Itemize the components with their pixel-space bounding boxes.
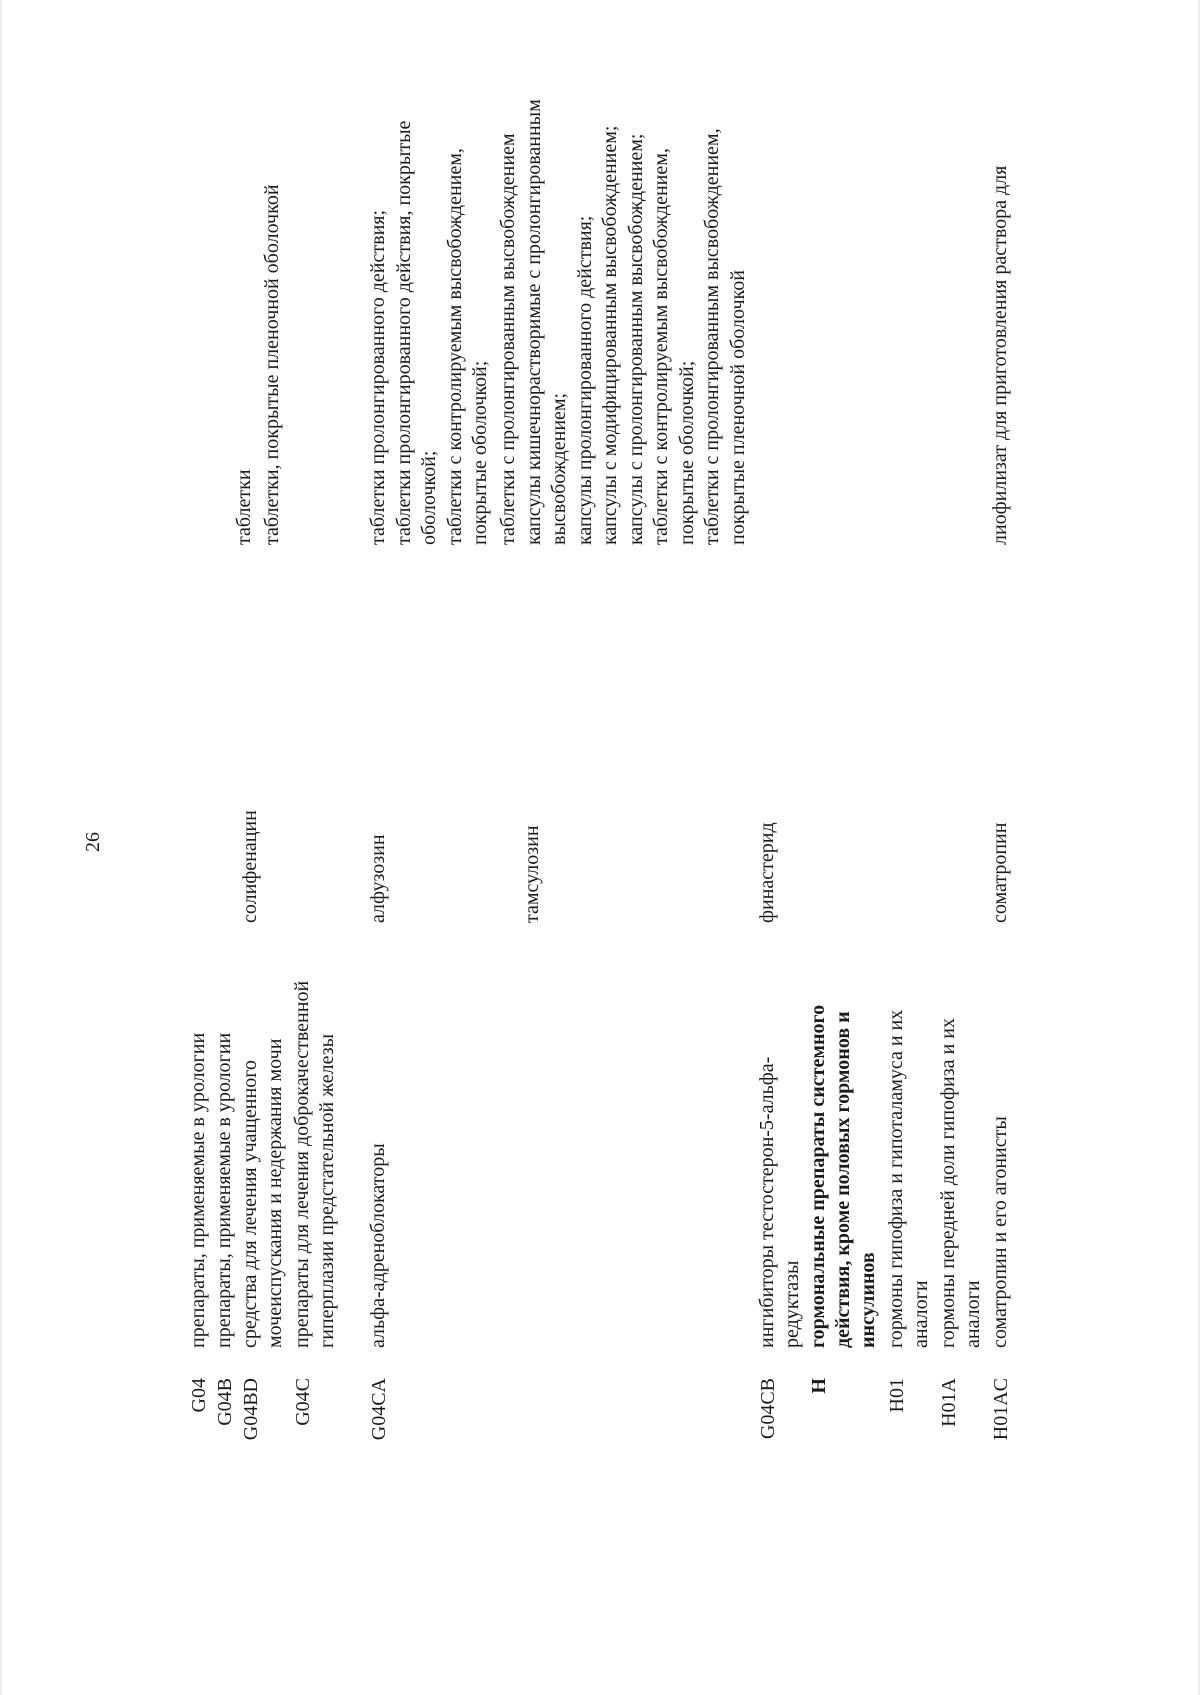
atc-code: G04CA: [368, 1378, 390, 1441]
dosage-form: таблетки: [233, 469, 255, 545]
group-description: соматропин и его агонисты: [989, 1116, 1011, 1348]
atc-code: H01: [886, 1378, 908, 1413]
drug-name: финастерид: [756, 822, 778, 923]
group-description: гормоны передней доли гипофиза и их аналоги: [937, 1018, 985, 1348]
group-description: ингибиторы тестостерон-5-альфа-редуктазы: [756, 1056, 804, 1348]
drug-name: тамсулозин: [521, 825, 543, 923]
dosage-form: таблетки пролонгированного действия; таблетки пролонгированного действия, покрытые оболочкой; таблетки с контролируемым высвобождением, покрытые оболочкой;: [367, 120, 491, 545]
group-description: препараты для лечения доброкачественной гиперплазии предстательной железы: [291, 980, 339, 1348]
dosage-form: лиофилизат для приготовления раствора для: [989, 165, 1011, 545]
group-description: препараты, применяемые в урологии: [187, 1032, 209, 1348]
group-description: альфа-адреноблокаторы: [367, 1143, 389, 1348]
atc-code: G04CB: [757, 1378, 779, 1440]
atc-code: G04BD: [240, 1378, 262, 1441]
group-description: гормоны гипофиза и гипоталамуса и их аналоги: [885, 1009, 933, 1348]
drug-name: солифенацин: [239, 810, 261, 923]
drug-name: алфузозин: [367, 834, 389, 923]
atc-code: G04C: [292, 1378, 314, 1426]
atc-code: G04: [188, 1378, 210, 1413]
dosage-form: таблетки с пролонгированным высвобождением капсулы кишечнорастворимые с пролонгированным высвобождением; капсулы пролонгированного действия; капсулы с модифицированным высвобождением; капсулы с пролонгированным высвобождением; таблетки с контролируемым высвобождением, покрытые оболочкой; таблетки с пролонгированным высвобождением, покрытые пленочной оболочкой: [497, 99, 749, 545]
atc-code: H: [808, 1378, 830, 1394]
group-description: гормональные препараты системного действия, кроме половых гормонов и инсулинов: [807, 1004, 880, 1348]
atc-code: G04B: [214, 1378, 236, 1426]
group-description: препараты, применяемые в урологии: [213, 1032, 235, 1348]
page-number: 26: [82, 832, 104, 852]
group-description: средства для лечения учащенного мочеиспускания и недержания мочи: [239, 1038, 287, 1348]
drug-name: соматропин: [989, 822, 1011, 923]
atc-code: H01A: [938, 1378, 960, 1427]
atc-code: H01AC: [990, 1378, 1012, 1441]
dosage-form: таблетки, покрытые пленочной оболочкой: [261, 184, 283, 545]
